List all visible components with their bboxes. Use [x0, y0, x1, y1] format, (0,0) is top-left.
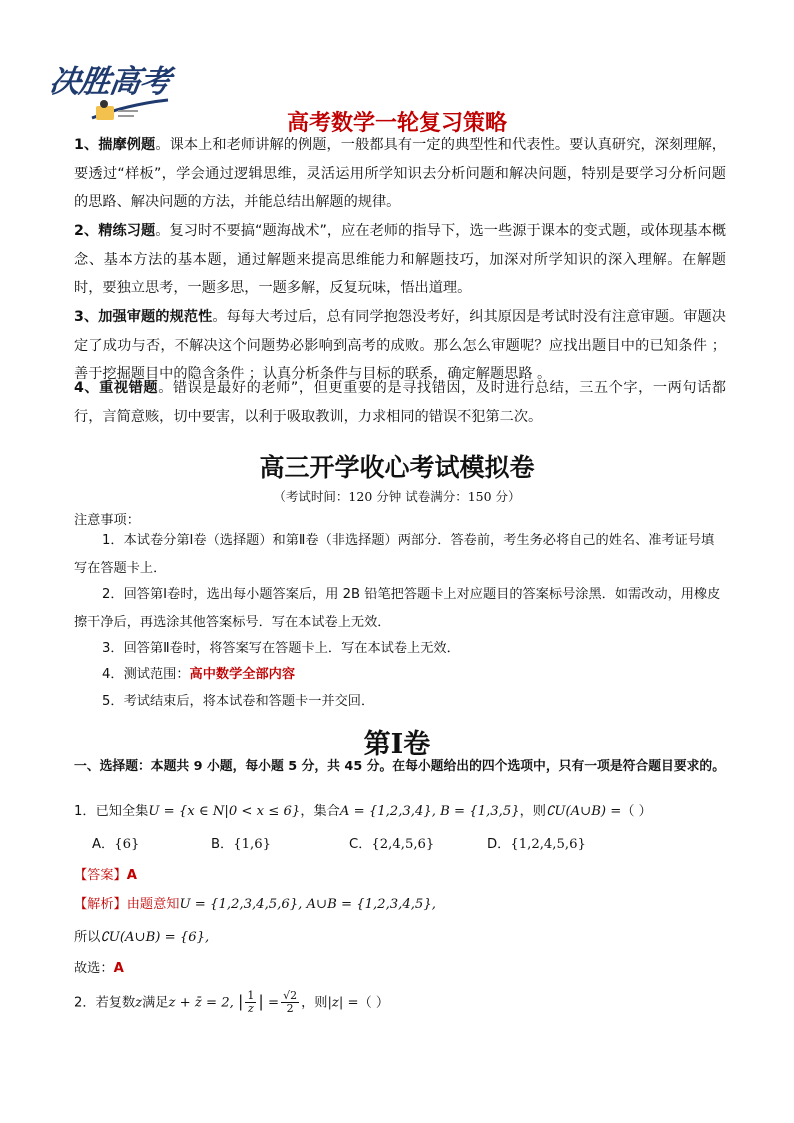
q2-prefix: 2．若复数	[74, 995, 136, 1011]
section-heading: 一、选择题：本题共 9 小题，每小题 5 分，共 45 分。在每小题给出的四个选项中，只有一项是符合题目要求的。	[74, 759, 726, 774]
strategy-item-body: 。错误是最好的老师”，但更重要的是寻找错因，及时进行总结，三五个字，一两句话都行，言简意赅，切中要害，以利于吸取教训，力求相同的错误不犯第二次。	[74, 380, 726, 425]
question-2	[74, 990, 389, 1015]
scope-value: 高中数学全部内容	[189, 667, 296, 682]
so-math: ∁U(A∪B) = {6},	[100, 930, 210, 945]
q2-mid: 满足	[142, 995, 169, 1011]
question-1	[74, 800, 652, 819]
analysis-text: 由题意知	[126, 897, 180, 912]
q1-option-a	[92, 833, 139, 852]
q1-answer	[74, 864, 137, 883]
notice-4-label: 4．测试范围：	[102, 667, 190, 682]
q1-prefix: 1．已知全集	[74, 804, 149, 819]
q2-var: z	[135, 995, 143, 1011]
strategy-item-head: 2、精练习题	[74, 223, 156, 239]
q2-condition: z + z̄ = 2,	[168, 995, 234, 1011]
option-label: A．	[92, 837, 115, 852]
exam-title: 高三开学收心考试模拟卷	[259, 453, 535, 482]
strategy-item-body: 。课本上和老师讲解的例题，一般都具有一定的典型性和代表性。要认真研究，深刻理解，要透过“样板”，学会通过逻辑思维，灵活运用所学知识去分析问题和解决问题，特别是要学习分析问题的思路、解决问题的方法，并能总结出解题的规律。	[74, 137, 726, 211]
strategy-item-head: 3、加强审题的规范性	[74, 309, 213, 325]
notice-2: 2．回答第Ⅰ卷时，选出每小题答案后，用 2B 铅笔把答题卡上对应题目的答案标号涂黑．如需改动，用橡皮擦干净后，再选涂其他答案标号．写在本试卷上无效．	[74, 587, 721, 630]
abs-bar-left: |	[238, 991, 244, 1011]
q1-suffix: （ ）	[621, 804, 652, 819]
option-value: {1,6}	[233, 837, 272, 852]
q2-ask: |z| =	[327, 995, 359, 1011]
frac-den: 2	[286, 1002, 294, 1015]
frac-num: √2	[283, 989, 298, 1002]
so-text: 所以	[74, 930, 101, 945]
q1-option-b	[211, 833, 271, 852]
logo-text: 决胜高考	[46, 64, 173, 100]
q1-so	[74, 926, 209, 945]
option-label: B．	[211, 837, 234, 852]
option-value: {1,2,4,5,6}	[510, 837, 586, 852]
strategy-item-4	[74, 374, 726, 431]
q1-option-d	[487, 833, 586, 852]
q2-tail: ，则	[301, 995, 328, 1011]
notice-4	[74, 661, 726, 689]
q1-mid2: ，则	[519, 804, 546, 819]
q2-eq: =	[268, 995, 280, 1011]
strategy-item-head: 4、重视错题	[74, 380, 159, 396]
frac-den: z	[248, 1002, 254, 1015]
q1-expression: ∁U(A∪B) =	[545, 804, 622, 819]
strategy-item-1	[74, 131, 726, 217]
analysis-math: U = {1,2,3,4,5,6}, A∪B = {1,2,3,4,5},	[179, 897, 436, 912]
choose-text: 故选：	[74, 961, 114, 976]
q1-mid1: ，集合	[300, 804, 340, 819]
notice-1: 1．本试卷分第Ⅰ卷（选择题）和第Ⅱ卷（非选择题）两部分．答卷前，考生务必将自己的姓名、准考证号填写在答题卡上．	[74, 533, 715, 576]
frac-num: 1	[247, 989, 255, 1002]
q1-option-c	[349, 833, 434, 852]
exam-subtitle: （考试时间：120 分钟 试卷满分：150 分）	[273, 489, 521, 504]
answer-tag: 【答案】	[74, 868, 127, 883]
strategy-item-2	[74, 217, 726, 303]
q1-sets: A = {1,2,3,4}, B = {1,3,5}	[339, 804, 520, 819]
q2-fraction-right	[281, 990, 299, 1015]
choose-value: A	[113, 961, 124, 976]
option-value: {6}	[114, 837, 140, 852]
option-label: D．	[487, 837, 511, 852]
q1-choose	[74, 957, 124, 976]
notice-3: 3．回答第Ⅱ卷时，将答案写在答题卡上．写在本试卷上无效．	[102, 641, 460, 656]
volume-heading: 第Ⅰ卷	[363, 729, 431, 760]
option-value: {2,4,5,6}	[371, 837, 435, 852]
strategy-item-body: 。复习时不要搞“题海战术”，应在老师的指导下，选一些源于课本的变式题，或体现基本概念、基本方法的基本题，通过解题来提高思维能力和解题技巧，加深对所学知识的深入理解。在解题时，要独立思考，一题多思，一题多解，反复玩味，悟出道理。	[74, 223, 727, 297]
q1-universal-set: U = {x ∈ N|0 < x ≤ 6}	[148, 804, 301, 819]
abs-bar-right: |	[258, 991, 264, 1011]
q1-analysis	[74, 893, 436, 912]
q2-fraction-left	[245, 990, 256, 1015]
option-label: C．	[349, 837, 372, 852]
answer-value: A	[126, 868, 137, 883]
strategy-item-head: 1、揣摩例题	[74, 137, 156, 153]
analysis-tag: 【解析】	[74, 897, 127, 912]
q2-suffix: （ ）	[358, 995, 390, 1011]
notice-heading: 注意事项：	[74, 513, 140, 528]
strategy-title: 高考数学一轮复习策略	[286, 111, 507, 136]
strategy-item-body: 。每每大考过后，总有同学抱怨没考好，纠其原因是考试时没有注意审题。审题决定了成功与否，不解决这个问题势必影响到高考的成败。那么怎么审题呢？应找出题目中的已知条件 ；善于挖掘题目中的隐含条件 ；认真分析条件与目标的联系，确定解题思路 。	[74, 309, 726, 383]
notice-5: 5．考试结束后，将本试卷和答题卡一并交回．	[102, 694, 375, 709]
